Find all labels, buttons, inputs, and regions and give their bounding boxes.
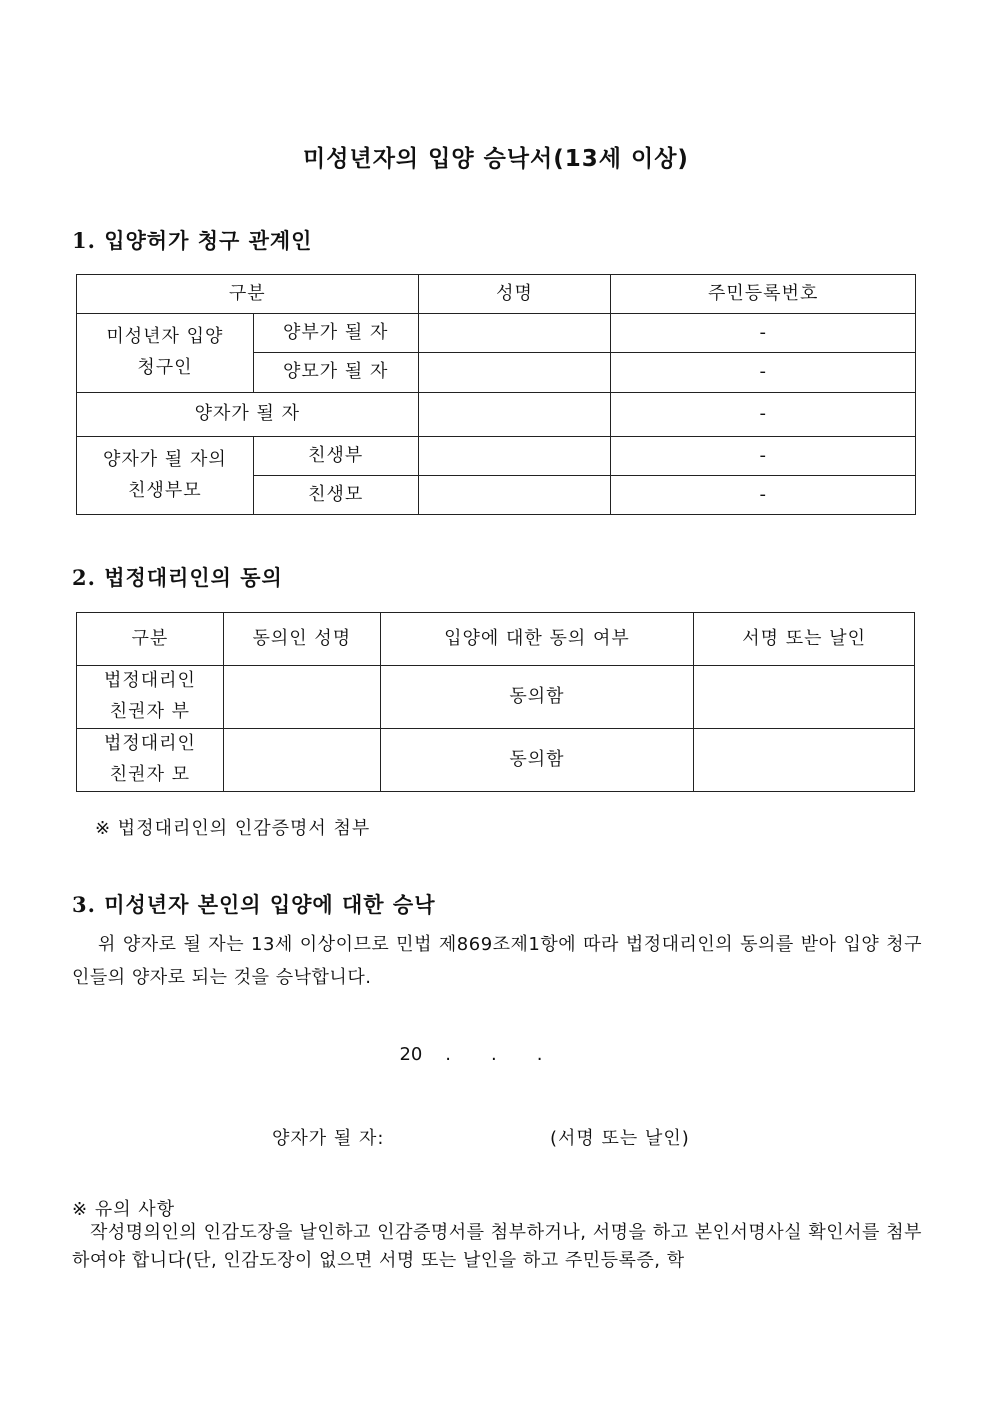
birth-father-resident-number[interactable]: -	[611, 437, 916, 476]
header-category: 구분	[77, 275, 419, 314]
signer-label: 양자가 될 자:	[272, 1128, 385, 1149]
caution-body: 작성명의인의 인감도장을 날인하고 인감증명서를 첨부하거나, 서명을 하고 본인서명사실 확인서를 첨부하여야 합니다(단, 인감도장이 없으면 서명 또는 날인을 하고 주민등록증, 학	[72, 1222, 922, 1271]
adoptive-mother-name-field[interactable]	[418, 353, 611, 393]
guardian-mother-consent: 동의함	[380, 729, 694, 792]
guardian-mother-label: 법정대리인 친권자 모	[77, 729, 224, 792]
guardian-father-signature-field[interactable]	[694, 666, 915, 729]
applicants-table	[76, 274, 916, 515]
guardian-father-label: 법정대리인 친권자 부	[77, 666, 224, 729]
adoptee-label: 양자가 될 자	[77, 393, 419, 437]
guardian-mother-signature-field[interactable]	[694, 729, 915, 792]
section2-heading: 2. 법정대리인의 동의	[72, 565, 283, 590]
role-adoptive-mother: 양모가 될 자	[253, 353, 418, 393]
date-line[interactable]: 20 . . .	[399, 1044, 543, 1065]
guardian-father-consent: 동의함	[380, 666, 694, 729]
role-adoptive-father: 양부가 될 자	[253, 314, 418, 353]
adoptive-father-name-field[interactable]	[418, 314, 611, 353]
birth-mother-resident-number[interactable]: -	[611, 476, 916, 515]
header-name: 성명	[418, 275, 611, 314]
consent-header-status: 입양에 대한 동의 여부	[380, 613, 694, 666]
role-birth-mother: 친생모	[253, 476, 418, 515]
birth-father-name-field[interactable]	[418, 437, 611, 476]
header-resident-number: 주민등록번호	[611, 275, 916, 314]
group-birth-parents-label: 양자가 될 자의 친생부모	[77, 437, 254, 515]
caution-heading: ※ 유의 사항	[72, 1199, 176, 1220]
consent-table	[76, 612, 915, 792]
consent-header-name: 동의인 성명	[223, 613, 380, 666]
role-birth-father: 친생부	[253, 437, 418, 476]
guardian-mother-name-field[interactable]	[223, 729, 380, 792]
seal-certificate-note: ※ 법정대리인의 인감증명서 첨부	[95, 818, 371, 839]
adoptive-mother-resident-number[interactable]: -	[611, 353, 916, 393]
document-title: 미성년자의 입양 승낙서(13세 이상)	[303, 146, 689, 172]
adoptive-father-resident-number[interactable]: -	[611, 314, 916, 353]
consent-header-signature: 서명 또는 날인	[694, 613, 915, 666]
adoptee-name-field[interactable]	[418, 393, 611, 437]
section3-heading: 3. 미성년자 본인의 입양에 대한 승낙	[72, 892, 436, 917]
group-applicant-label: 미성년자 입양 청구인	[77, 314, 254, 393]
adoptee-resident-number[interactable]: -	[611, 393, 916, 437]
guardian-father-name-field[interactable]	[223, 666, 380, 729]
birth-mother-name-field[interactable]	[418, 476, 611, 515]
section1-heading: 1. 입양허가 청구 관계인	[72, 228, 313, 253]
consent-statement: 위 양자로 될 자는 13세 이상이므로 민법 제869조제1항에 따라 법정대리인의 동의를 받아 입양 청구인들의 양자로 되는 것을 승낙합니다.	[72, 934, 922, 988]
signature-hint[interactable]: (서명 또는 날인)	[550, 1128, 690, 1149]
consent-header-category: 구분	[77, 613, 224, 666]
